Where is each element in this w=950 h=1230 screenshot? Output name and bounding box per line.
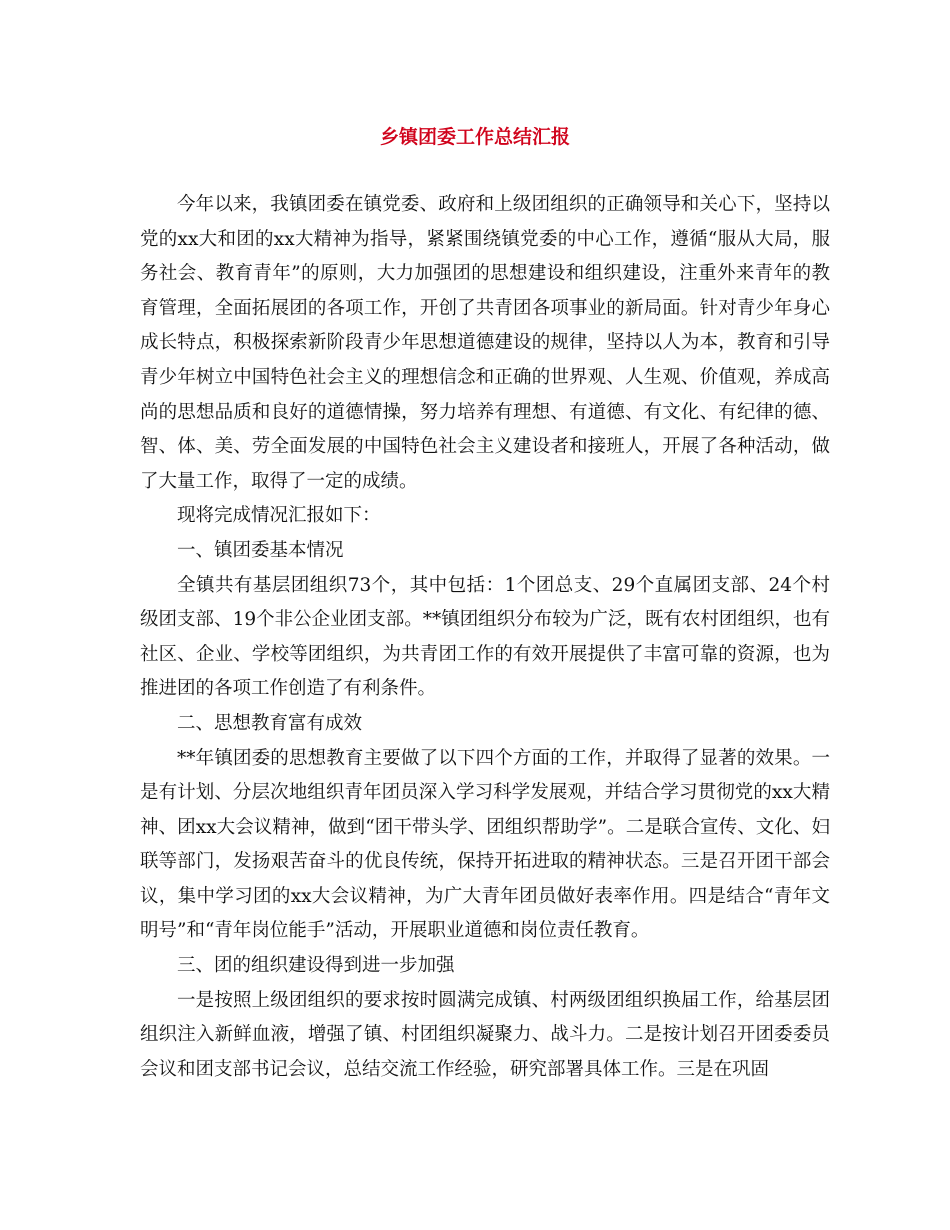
section-heading-ideological-education: 二、思想教育富有成效 bbox=[177, 712, 363, 734]
section-heading-basic-info: 一、镇团委基本情况 bbox=[177, 539, 344, 561]
paragraph-report-lead: 现将完成情况汇报如下： bbox=[177, 505, 381, 527]
section-heading-organization: 三、团的组织建设得到进一步加强 bbox=[177, 955, 455, 977]
document-body bbox=[140, 188, 830, 1087]
paragraph-ideological-education: **年镇团委的思想教育主要做了以下四个方面的工作，并取得了显著的效果。一是有计划、分层次地组织青年团员深入学习科学发展观，并结合学习贯彻党的xx大精神、团xx大会议精神，做到“团干带头学、团组织帮助学”。二是联合宣传、文化、妇联等部门，发扬艰苦奋斗的优良传统，保持开拓进取的精神状态。三是召开团干部会议，集中学习团的xx大会议精神，为广大青年团员做好表率作用。四是结合“青年文明号”和“青年岗位能手”活动，开展职业道德和岗位责任教育。 bbox=[140, 747, 830, 942]
paragraph-organization: 一是按照上级团组织的要求按时圆满完成镇、村两级团组织换届工作，给基层团组织注入新鲜血液，增强了镇、村团组织凝聚力、战斗力。二是按计划召开团委委员会议和团支部书记会议，总结交流工作经验，研究部署具体工作。三是在巩固 bbox=[140, 989, 830, 1080]
paragraph-intro: 今年以来，我镇团委在镇党委、政府和上级团组织的正确领导和关心下，坚持以党的xx大和团的xx大精神为指导，紧紧围绕镇党委的中心工作，遵循“服从大局，服务社会、教育青年”的原则，大力加强团的思想建设和组织建设，注重外来青年的教育管理，全面拓展团的各项工作，开创了共青团各项事业的新局面。针对青少年身心成长特点，积极探索新阶段青少年思想道德建设的规律，坚持以人为本，教育和引导青少年树立中国特色社会主义的理想信念和正确的世界观、人生观、价值观，养成高尚的思想品质和良好的道德情操，努力培养有理想、有道德、有文化、有纪律的德、智、体、美、劳全面发展的中国特色社会主义建设者和接班人，开展了各种活动，做了大量工作，取得了一定的成绩。 bbox=[140, 194, 830, 492]
document-title: 乡镇团委工作总结汇报 bbox=[379, 126, 570, 148]
paragraph-basic-info: 全镇共有基层团组织73个，其中包括：1个团总支、29个直属团支部、24个村级团支部、19个非公企业团支部。**镇团组织分布较为广泛，既有农村团组织，也有社区、企业、学校等团组织，为共青团工作的有效开展提供了丰富可靠的资源，也为推进团的各项工作创造了有利条件。 bbox=[140, 574, 830, 700]
